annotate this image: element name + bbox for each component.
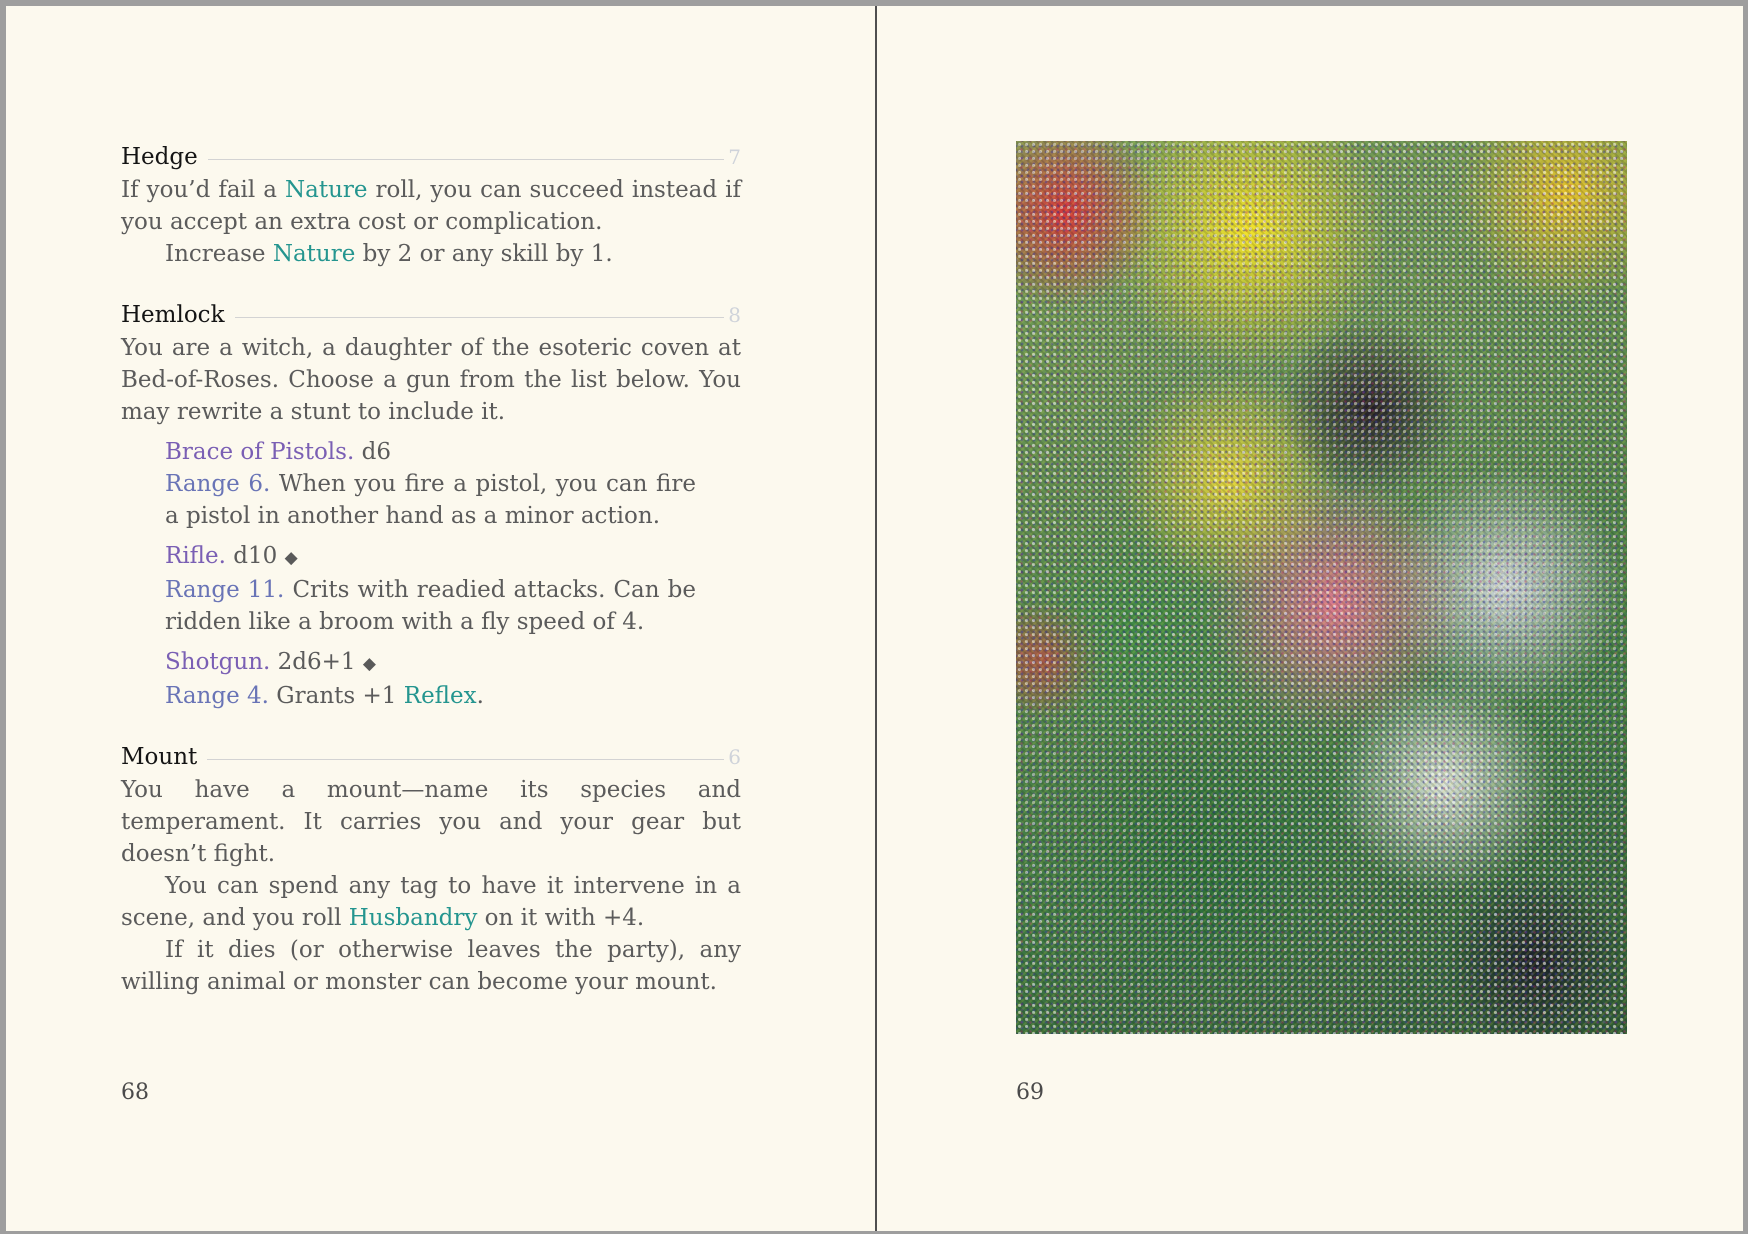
weapon-item-shotgun [165, 646, 696, 712]
text-run: When you fire a pistol, you can fire a pistol in another hand as a minor action. [165, 471, 696, 529]
leader-rule [235, 317, 725, 318]
text-run: on it with +4. [477, 905, 645, 931]
entry-paragraph: You are a witch, a daughter of the esoteric coven at Bed-of-Roses. Choose a gun from the list below. You may rewrite a stunt to include it. [121, 335, 741, 425]
entry-heading [121, 140, 741, 174]
entry-cost: 6 [728, 745, 741, 769]
weapon-damage: 2d6+1 [270, 649, 363, 675]
weapon-name: Rifle. [165, 543, 226, 569]
halftone-illustration [1016, 141, 1627, 1034]
weapon-damage: d10 [225, 543, 285, 569]
weapon-name: Brace of Pistols. [165, 439, 355, 465]
weapon-header [165, 540, 696, 574]
text-run: by 2 or any skill by 1. [355, 241, 613, 267]
weapon-description [165, 468, 696, 532]
left-page [6, 6, 876, 1231]
entry-paragraph [121, 174, 741, 238]
entry-cost: 8 [728, 303, 741, 327]
weapon-header [165, 436, 696, 468]
stunt-entry-hemlock [121, 298, 741, 712]
weapon-name: Shotgun. [165, 649, 271, 675]
entry-title: Hemlock [121, 302, 225, 328]
entry-heading [121, 740, 741, 774]
weapon-description [165, 574, 696, 638]
diamond-icon: ◆ [362, 654, 376, 674]
skill-term: Nature [272, 241, 356, 267]
stunt-entry-mount [121, 740, 741, 998]
skill-term: Husbandry [348, 905, 478, 931]
entry-paragraph [121, 870, 741, 934]
page-number-left: 68 [121, 1080, 149, 1105]
text-run: You can spend any tag to have it intervene in a scene, and you roll [121, 873, 741, 931]
stunt-entry-hedge [121, 140, 741, 270]
stunt-list [121, 140, 741, 1026]
entry-title: Mount [121, 744, 198, 770]
page-number-right: 69 [1016, 1080, 1044, 1105]
weapon-description [165, 680, 696, 712]
entry-cost: 7 [728, 145, 741, 169]
weapon-range: Range 11. [165, 577, 285, 603]
skill-term: Reflex [403, 683, 477, 709]
text-run: Increase [165, 241, 273, 267]
leader-rule [208, 159, 725, 160]
entry-paragraph: If it dies (or otherwise leaves the party), any willing animal or monster can become your mount. [121, 937, 741, 995]
text-run: If you’d fail a [121, 177, 286, 203]
weapon-item-brace-of-pistols [165, 436, 696, 532]
entry-title: Hedge [121, 144, 198, 170]
book-spread [6, 6, 1743, 1231]
diamond-icon: ◆ [284, 548, 298, 568]
weapon-item-rifle [165, 540, 696, 638]
text-run: roll, you can succeed instead if you accept an extra cost or complication. [121, 177, 741, 235]
weapon-range: Range 4. [165, 683, 269, 709]
text-run: Crits with readied attacks. Can be ridden like a broom with a fly speed of 4. [165, 577, 697, 635]
weapon-range: Range 6. [165, 471, 271, 497]
skill-term: Nature [285, 177, 368, 203]
weapon-list [165, 436, 696, 712]
weapon-damage: d6 [354, 439, 391, 465]
entry-paragraph [121, 238, 741, 270]
leader-rule [207, 759, 724, 760]
entry-paragraph: You have a mount—name its species and temperament. It carries you and your gear but doesn’t fight. [121, 777, 741, 867]
text-run: Grants +1 [268, 683, 404, 709]
entry-heading [121, 298, 741, 332]
weapon-header [165, 646, 696, 680]
text-run: . [476, 683, 484, 709]
